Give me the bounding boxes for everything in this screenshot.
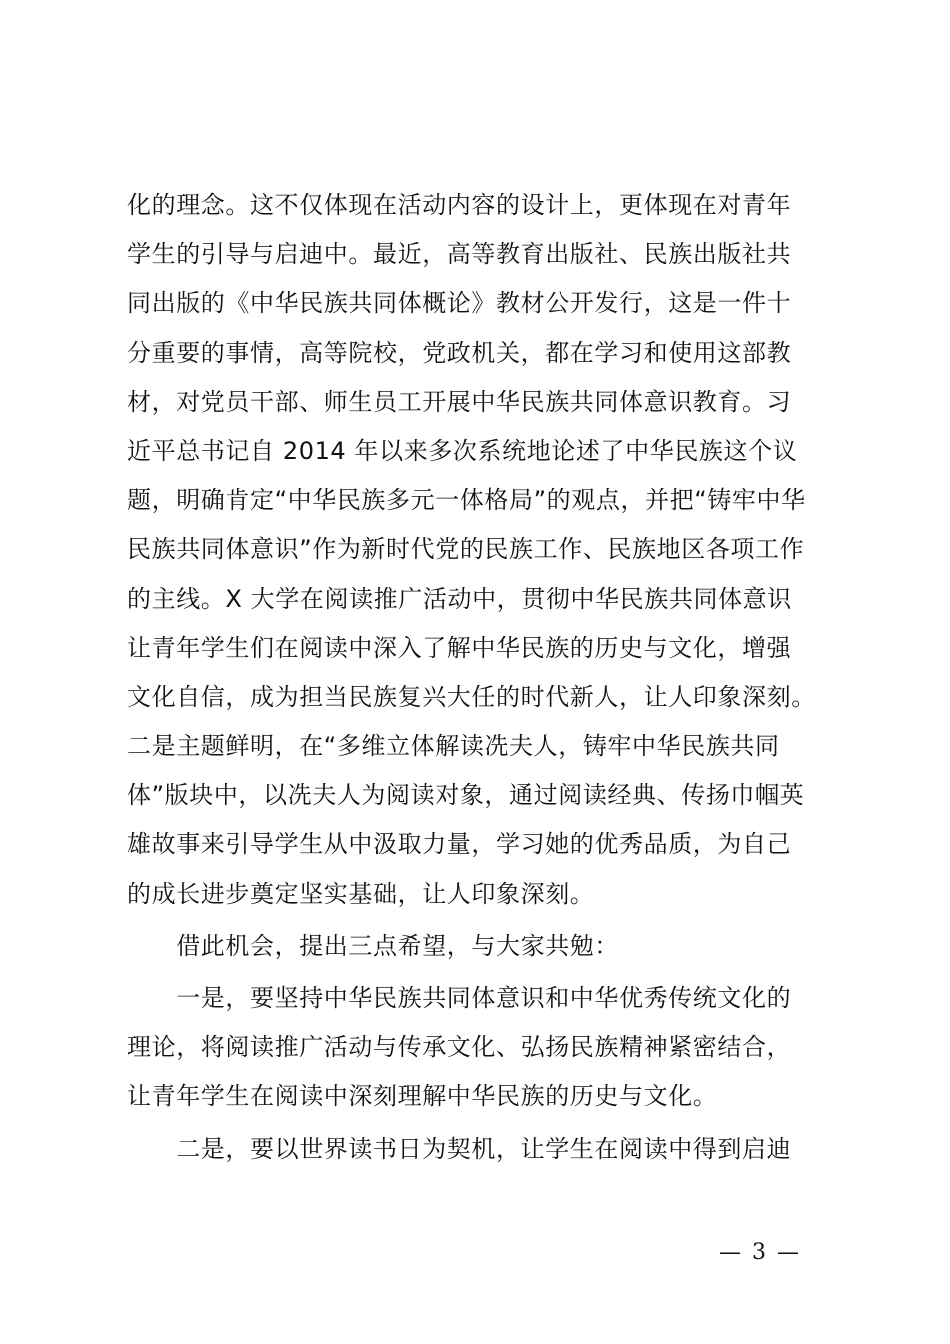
text-line: 二是主题鲜明，在“多维立体解读冼夫人，铸牢中华民族共同 bbox=[127, 732, 780, 761]
text-line: 民族共同体意识”作为新时代党的民族工作、民族地区各项工作 bbox=[127, 535, 805, 564]
text-line: 理论，将阅读推广活动与传承文化、弘扬民族精神紧密结合， bbox=[127, 1033, 792, 1062]
text-line: 近平总书记自 2014 年以来多次系统地论述了中华民族这个议 bbox=[127, 436, 798, 465]
text-line: 的主线。X 大学在阅读推广活动中，贯彻中华民族共同体意识 bbox=[127, 584, 792, 613]
text-line: 学生的引导与启迪中。最近，高等教育出版社、民族出版社共 bbox=[127, 240, 792, 269]
text-line: 让青年学生们在阅读中深入了解中华民族的历史与文化，增强 bbox=[127, 633, 792, 662]
text-line: 化的理念。这不仅体现在活动内容的设计上，更体现在对青年 bbox=[127, 191, 792, 219]
page-number: — 3 — bbox=[719, 1240, 801, 1265]
text-line: 材，对党员干部、师生员工开展中华民族共同体意识教育。习 bbox=[127, 387, 792, 416]
text-line: 让青年学生在阅读中深刻理解中华民族的历史与文化。 bbox=[127, 1082, 718, 1111]
text-line: 雄故事来引导学生从中汲取力量，学习她的优秀品质，为自己 bbox=[127, 830, 792, 859]
text-line: 同出版的《中华民族共同体概论》教材公开发行，这是一件十 bbox=[127, 289, 792, 318]
paragraph-line: 一是，要坚持中华民族共同体意识和中华优秀传统文化的 bbox=[127, 984, 792, 1012]
text-line: 分重要的事情，高等院校，党政机关，都在学习和使用这部教 bbox=[127, 338, 792, 367]
text-line: 的成长进步奠定坚实基础，让人印象深刻。 bbox=[127, 879, 595, 908]
body-text bbox=[127, 181, 847, 1174]
text-line: 文化自信，成为担当民族复兴大任的时代新人，让人印象深刻。 bbox=[127, 682, 816, 711]
text-line: 题，明确肯定“中华民族多元一体格局”的观点，并把“铸牢中华 bbox=[127, 486, 806, 515]
text-line: 体”版块中，以冼夫人为阅读对象，通过阅读经典、传扬巾帼英 bbox=[127, 781, 805, 810]
paragraph-line: 借此机会，提出三点希望，与大家共勉： bbox=[127, 931, 619, 960]
paragraph-line: 二是，要以世界读书日为契机，让学生在阅读中得到启迪 bbox=[127, 1134, 792, 1163]
